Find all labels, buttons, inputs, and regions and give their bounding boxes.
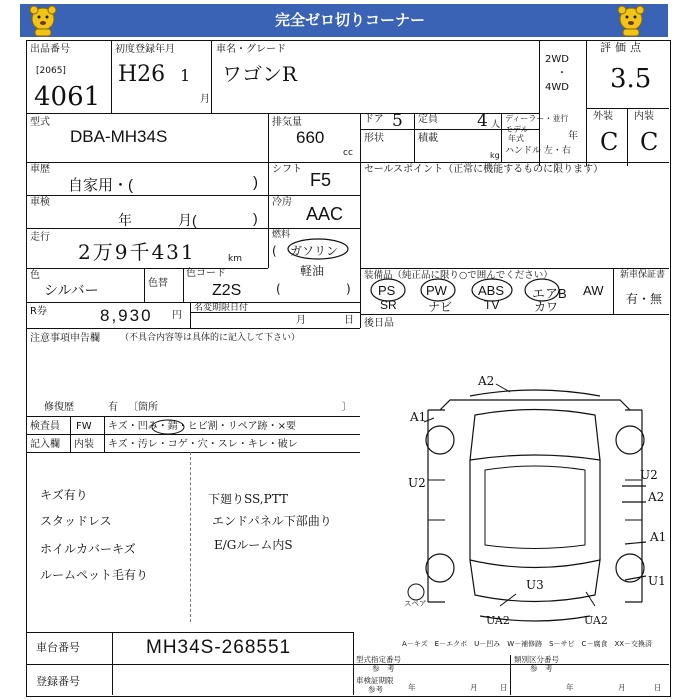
mascot-left-icon xyxy=(22,4,64,37)
reg-month: 月 xyxy=(470,683,478,692)
equip-ps: PS xyxy=(378,283,396,298)
mascot-right-icon xyxy=(610,4,652,37)
hw-note-7: E/Gルーム内S xyxy=(214,538,293,552)
reg2-year: 年 xyxy=(566,683,574,692)
repair-value: 有 xyxy=(108,402,118,413)
inspector-label: 検査員 xyxy=(30,421,60,432)
entry-label: 記入欄 xyxy=(30,439,60,450)
mileage-unit: km xyxy=(228,254,242,264)
shift-value: F5 xyxy=(310,170,332,190)
mileage-value: 2万9千431 xyxy=(78,240,196,264)
model-year-label2: 年式 xyxy=(508,134,524,143)
type-cert-label: 型式指定番号 xyxy=(356,655,401,664)
meigi-day: 日 xyxy=(344,315,354,326)
hw-note-2: スタッドレス xyxy=(40,514,112,528)
equip-aw: AW xyxy=(583,283,604,298)
meigi-label: 名変期限日付 xyxy=(194,303,249,313)
hw-note-5: 下廻りSS,PTT xyxy=(208,492,288,506)
damage-u3: U3 xyxy=(526,578,544,592)
first-reg-month: 1 xyxy=(180,66,191,85)
capacity-value: 4 xyxy=(477,111,488,131)
inspector-interior: 内装 xyxy=(74,439,94,450)
history-value: 自家用・( xyxy=(68,177,133,194)
reg-date-label: 車検証期限 xyxy=(356,676,394,685)
exterior-label: 外装 xyxy=(593,111,613,122)
registration-label: 登録番号 xyxy=(36,675,80,688)
displacement-unit: cc xyxy=(343,148,353,158)
spare-label: スペア xyxy=(404,599,427,608)
repair-close: 〕 xyxy=(342,402,352,413)
handle-label: ハンドル 左・右 xyxy=(505,146,571,156)
capacity-unit: 人 xyxy=(491,120,501,130)
recycle-unit: 円 xyxy=(172,310,182,321)
type-cert-ref: 参 考 xyxy=(372,664,395,673)
damage-a2-top: A2 xyxy=(478,374,495,388)
mileage-label: 走行 xyxy=(30,232,50,243)
shape-label: 形状 xyxy=(364,133,384,144)
reg-year: 年 xyxy=(408,683,416,692)
equipment-label: 装備品（純正品に限り○で囲んでください） xyxy=(364,270,553,281)
color-code-label: 色コード xyxy=(186,268,226,279)
equip-pw: PW xyxy=(426,283,447,298)
repair-label: 修復歴 xyxy=(44,402,74,413)
first-reg-era: H26 xyxy=(118,62,166,87)
lot-number: 4061 xyxy=(34,82,101,112)
doors-value: 5 xyxy=(392,111,403,131)
lot-label: 出品番号 xyxy=(30,44,70,55)
inspector-fw: FW xyxy=(76,421,92,432)
load-label: 積載 xyxy=(418,133,438,144)
damage-u2-right: U2 xyxy=(640,468,658,482)
equip-navi: ナビ xyxy=(428,300,453,314)
interior-value: C xyxy=(640,128,659,156)
inspector-circle-mark xyxy=(150,418,186,436)
inspector-fw-text: キズ・凹み・錆・ヒビ割・リペア跡・×要 xyxy=(108,421,296,432)
new-warranty-label: 新車保証書 xyxy=(620,270,666,280)
equip-tv: TV xyxy=(484,298,500,312)
category-ref: 参 考 xyxy=(530,664,553,673)
grade-label: 評価点 xyxy=(600,41,645,54)
hw-note-3: ホイルカバーキズ xyxy=(40,542,136,556)
fuel-circle-mark xyxy=(282,237,354,261)
rear-seat-label: 後日品 xyxy=(364,318,394,329)
new-warranty-value: 有・無 xyxy=(626,292,663,306)
reg-day: 日 xyxy=(500,683,508,692)
fuel-gasoline: ガソリン xyxy=(290,244,339,258)
notes-sub: （不具合内容等は具体的に記入して下さい） xyxy=(120,333,301,343)
hw-note-1: キズ有り xyxy=(40,488,88,502)
color-label: 色 xyxy=(30,270,40,281)
displacement-label: 排気量 xyxy=(272,117,302,128)
shift-label: シフト xyxy=(272,164,302,175)
damage-a1-left: A1 xyxy=(410,410,427,424)
recycle-label: R券 xyxy=(30,306,47,317)
capacity-label: 定員 xyxy=(418,114,438,125)
model-value: DBA-MH34S xyxy=(70,127,168,146)
notes-label: 注意事項申告欄 xyxy=(30,333,100,344)
car-name-label: 車名・グレード xyxy=(216,44,286,55)
aircon-value: AAC xyxy=(306,204,344,224)
chassis-value: MH34S-268551 xyxy=(146,637,292,658)
first-reg-label: 初度登録年月 xyxy=(115,44,175,55)
drive-2wd: 2WD xyxy=(545,54,569,65)
damage-a1-right: A1 xyxy=(650,530,667,544)
inspection-month: 月( xyxy=(178,212,197,228)
reg2-month: 月 xyxy=(618,683,626,692)
equip-leather: カワ xyxy=(534,300,559,314)
damage-u1: U1 xyxy=(648,574,666,588)
history-close: ) xyxy=(253,174,258,191)
damage-ua2-left: UA2 xyxy=(486,614,510,627)
fuel-diesel: 軽油 xyxy=(300,264,325,278)
header-title: 完全ゼロ切りコーナー xyxy=(274,11,425,29)
interior-label: 内装 xyxy=(634,111,654,122)
hw-note-6: エンドパネル下部曲り xyxy=(212,514,332,528)
recycle-value: 8,930 xyxy=(100,306,153,325)
model-year-label: モデル xyxy=(505,125,529,134)
fuel-paren-open-2: ( xyxy=(276,282,281,296)
inspection-year: 年 xyxy=(118,212,132,228)
category-label: 類別区分番号 xyxy=(514,655,559,664)
history-label: 車歴 xyxy=(30,164,50,175)
fuel-label: 燃料 xyxy=(272,230,291,240)
repair-place: 〔箇所 xyxy=(128,402,158,413)
car-name-value: ワゴンR xyxy=(222,62,298,86)
car-diagram xyxy=(400,370,670,632)
inspector-interior-text: キズ・汚レ・コゲ・穴・スレ・キレ・破レ xyxy=(108,439,298,450)
reg2-day: 日 xyxy=(654,683,662,692)
inspection-label: 車検 xyxy=(30,197,50,208)
color-code: Z2S xyxy=(212,282,242,299)
model-year-unit: 年 xyxy=(568,131,578,142)
fuel-paren-open: ( xyxy=(272,244,277,258)
damage-legend: A－キズ E－エクボ U－凹み W－補修跡 S－サビ C－腐食 XX－交換済 xyxy=(402,640,653,648)
drive-4wd: 4WD xyxy=(545,82,569,93)
equip-airbag: エアB xyxy=(532,286,567,301)
damage-ua2-right: UA2 xyxy=(584,614,608,627)
drive-dot: ・ xyxy=(557,68,567,79)
color-value: シルバー xyxy=(44,282,99,298)
meigi-month: 月 xyxy=(296,315,306,326)
inspection-close: ) xyxy=(253,210,258,226)
equip-sr: SR xyxy=(380,298,397,312)
lot-sub: [2065] xyxy=(36,66,66,76)
color-change-label: 色替 xyxy=(148,278,168,289)
load-unit: kg xyxy=(490,151,500,160)
damage-u2-left: U2 xyxy=(408,476,426,490)
fuel-paren-close: ) xyxy=(346,282,351,296)
sales-point-label: セールスポイント（正常に機能するものに限ります） xyxy=(364,164,604,175)
model-label: 型式 xyxy=(30,117,50,128)
hw-note-4: ルームペット毛有り xyxy=(40,568,149,582)
equip-abs: ABS xyxy=(478,283,505,298)
grade-value: 3.5 xyxy=(610,64,652,94)
dealer-label: ディーラー・並行 xyxy=(505,114,569,123)
exterior-value: C xyxy=(600,128,619,156)
aircon-label: 冷房 xyxy=(272,197,292,208)
damage-a2-right: A2 xyxy=(648,490,665,504)
first-reg-month-unit: 月 xyxy=(200,94,210,105)
doors-label: ドア xyxy=(364,114,384,125)
chassis-label: 車台番号 xyxy=(36,641,80,654)
displacement-value: 660 xyxy=(296,128,325,147)
reg-date-ref: 参考 xyxy=(368,685,383,694)
